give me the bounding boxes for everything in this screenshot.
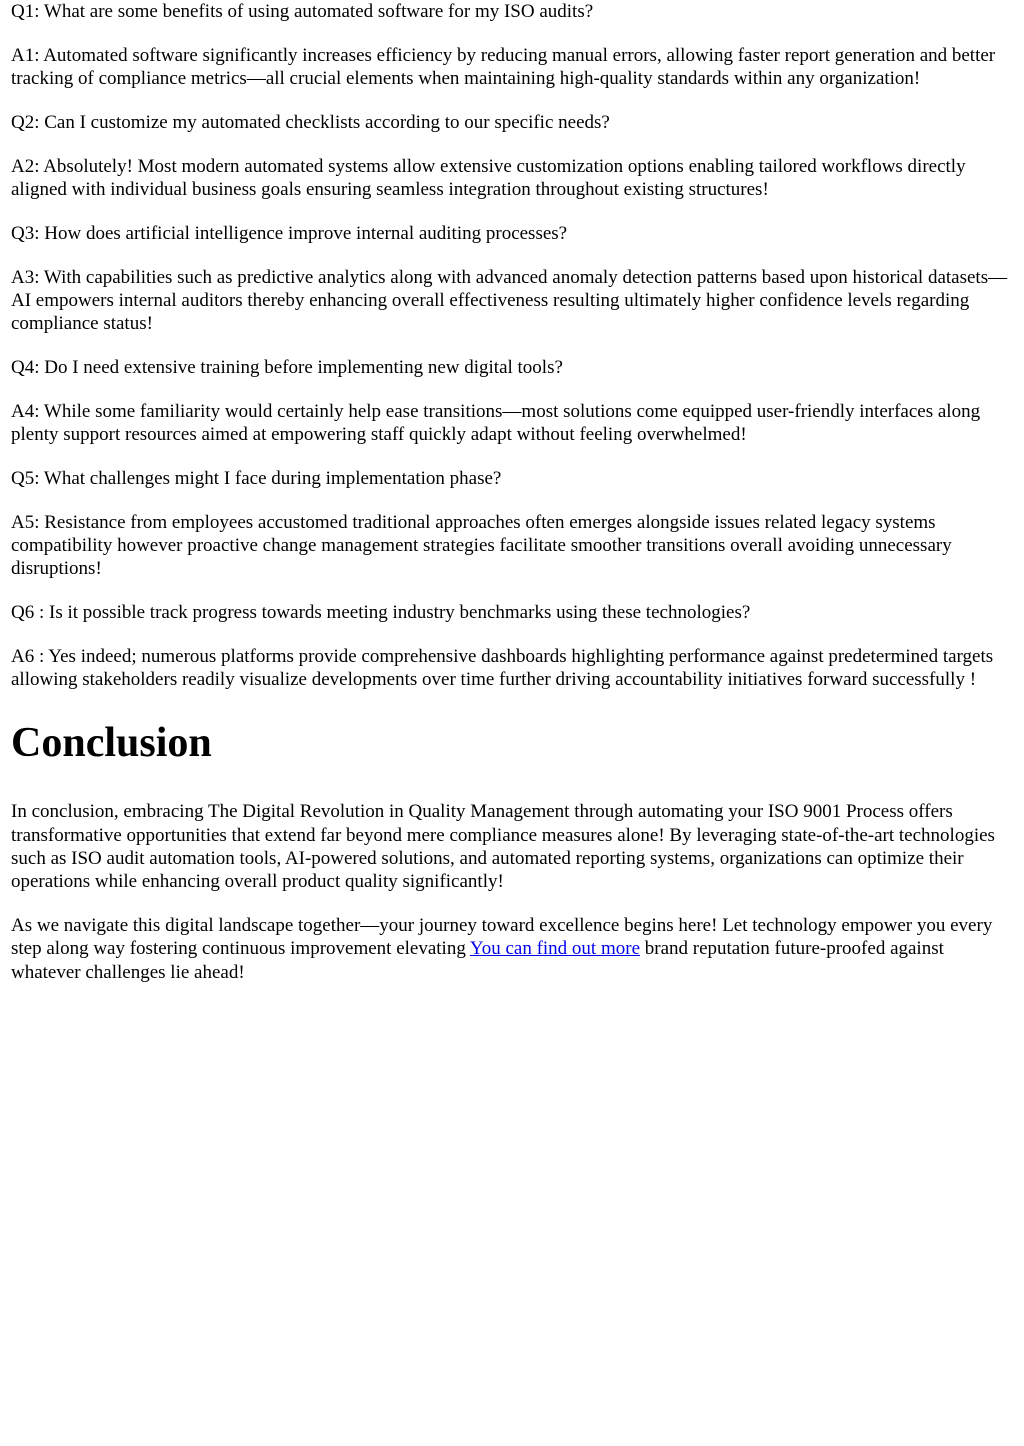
faq-answer-6: A6 : Yes indeed; numerous platforms provide comprehensive dashboards highlighting performance against predetermined targets allowing stakeholders readily visualize developments over time further driving accountability initiatives forward successfully ! bbox=[11, 645, 994, 691]
faq-section bbox=[11, 0, 1012, 691]
conclusion-heading: Conclusion bbox=[11, 720, 212, 767]
faq-answer-5: A5: Resistance from employees accustomed traditional approaches often emerges alongside issues related legacy systems compatibility however proactive change management strategies facilitate smoother transitions overall avoiding unnecessary disruptions! bbox=[11, 511, 952, 580]
faq-question-5: Q5: What challenges might I face during implementation phase? bbox=[11, 467, 502, 489]
faq-answer-4: A4: While some familiarity would certainly help ease transitions—most solutions come equipped user-friendly interfaces along plenty support resources aimed at empowering staff quickly adapt without feeling overwhelmed! bbox=[11, 400, 981, 446]
faq-answer-3: A3: With capabilities such as predictive analytics along with advanced anomaly detection patterns based upon historical datasets—AI empowers internal auditors thereby enhancing overall effectiveness resulting ultimately higher confidence levels regarding compliance status! bbox=[11, 266, 1008, 335]
faq-answer-2: A2: Absolutely! Most modern automated systems allow extensive customization options enabling tailored workflows directly aligned with individual business goals ensuring seamless integration throughout existing structures! bbox=[11, 155, 966, 200]
conclusion-paragraph-1: In conclusion, embracing The Digital Revolution in Quality Management through automating your ISO 9001 Process offers transformative opportunities that extend far beyond mere compliance measures alone! By leveraging state-of-the-art technologies such as ISO audit automation tools, AI-powered solutions, and automated reporting systems, organizations can optimize their operations while enhancing overall product quality significantly! bbox=[11, 801, 995, 893]
faq-answer-1: A1: Automated software significantly increases efficiency by reducing manual errors, allowing faster report generation and better tracking of compliance metrics—all crucial elements when maintaining high-quality standards within any organization! bbox=[11, 44, 996, 90]
faq-question-2: Q2: Can I customize my automated checklists according to our specific needs? bbox=[11, 111, 610, 133]
faq-question-3: Q3: How does artificial intelligence improve internal auditing processes? bbox=[11, 222, 568, 244]
conclusion-paragraph-2-start: As we navigate this digital landscape together—your journey toward excellence begins here! Let technology empower you every step along way fostering continuous improvement elevating bbox=[11, 915, 993, 960]
faq-question-4: Q4: Do I need extensive training before implementing new digital tools? bbox=[11, 356, 563, 378]
document-page bbox=[11, 0, 1012, 1446]
faq-question-6: Q6 : Is it possible track progress towards meeting industry benchmarks using these technologies? bbox=[11, 602, 751, 624]
faq-question-1: Q1: What are some benefits of using automated software for my ISO audits? bbox=[11, 1, 594, 22]
conclusion-paragraph-2 bbox=[11, 914, 1012, 984]
find-out-more-link[interactable]: You can find out more bbox=[469, 938, 640, 960]
conclusion-paragraph-2-end: brand reputation future-proofed against whatever challenges lie ahead! bbox=[11, 938, 944, 983]
conclusion-section bbox=[11, 719, 1012, 984]
